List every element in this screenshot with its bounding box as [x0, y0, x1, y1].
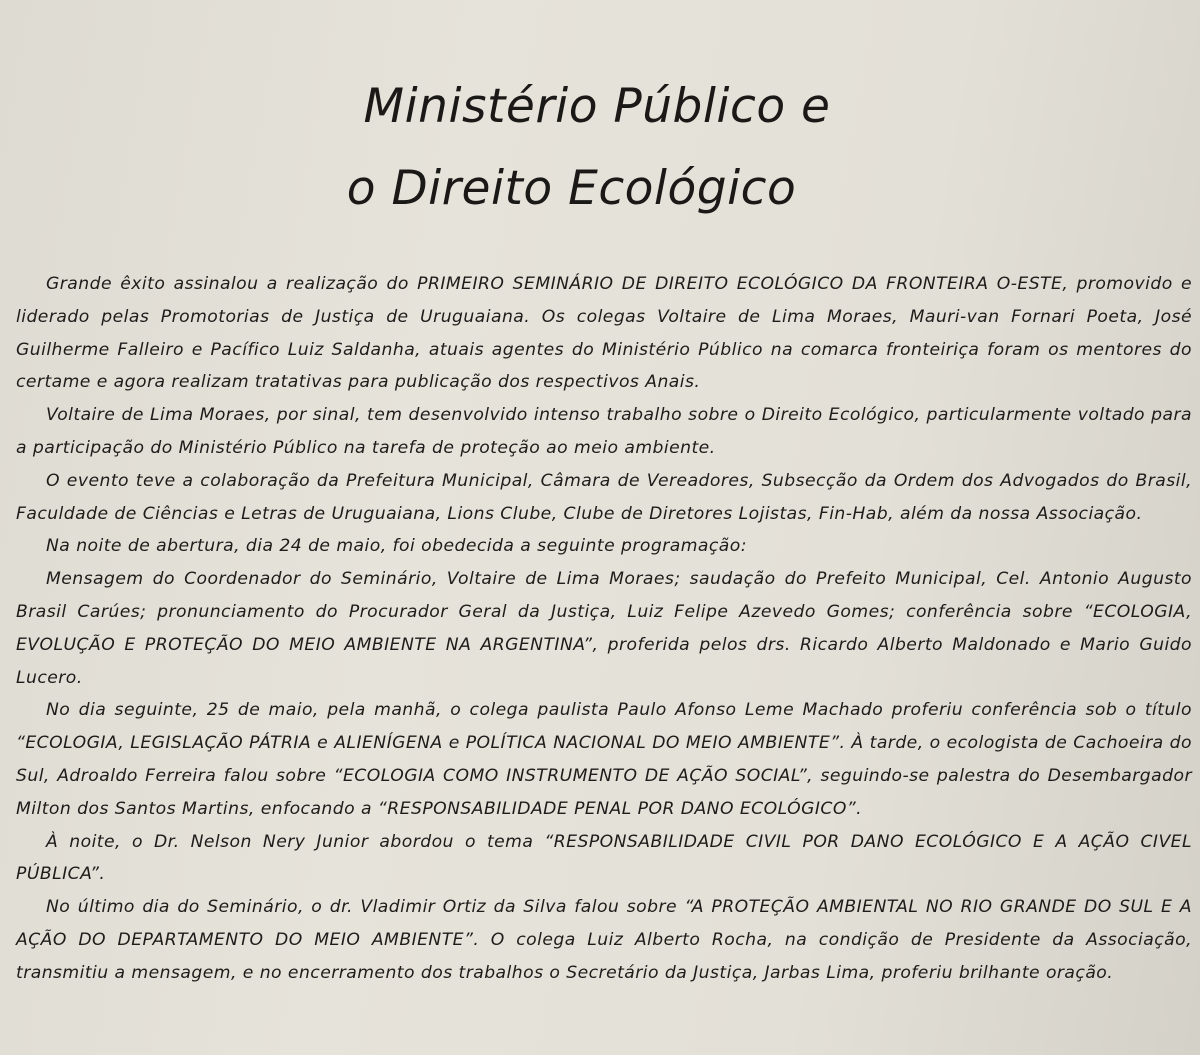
article-title [16, 0, 1192, 230]
paragraph-7: À noite, o Dr. Nelson Nery Junior abordou o tema “RESPONSABILIDADE CIVIL POR DANO ECOLÓGICO E A AÇÃO CIVEL PÚBLICA”. [16, 831, 1192, 885]
paragraph-1: Grande êxito assinalou a realização do PRIMEIRO SEMINÁRIO DE DIREITO ECOLÓGICO DA FRONTEIRA O-ESTE, promovido e liderado pelas Promotorias de Justiça de Uruguaiana. Os colegas Voltaire de Lima Moraes, Mauri-van Fornari Poeta, José Guilherme Falleiro e Pacífico Luiz Saldanha, atuais agentes do Ministério Público na comarca fronteiriça foram os mentores do certame e agora realizam tratativas para publicação dos respectivos Anais. [16, 274, 1192, 393]
paragraph-8: No último dia do Seminário, o dr. Vladimir Ortiz da Silva falou sobre “A PROTEÇÃO AMBIENTAL NO RIO GRANDE DO SUL E A AÇÃO DO DEPARTAMENTO DO MEIO AMBIENTE”. O colega Luiz Alberto Rocha, na condição de Presidente da Associação, transmitiu a mensagem, e no encerramento dos trabalhos o Secretário da Justiça, Jarbas Lima, proferiu brilhante oração. [16, 897, 1192, 983]
title-line-1: Ministério Público e [363, 79, 831, 134]
paragraph-3: O evento teve a colaboração da Prefeitura Municipal, Câmara de Vereadores, Subsecção da Ordem dos Advogados do Brasil, Faculdade de Ciências e Letras de Uruguaiana, Lions Clube, Clube de Diretores Lojistas, Fin-Hab, além da nossa Associação. [16, 470, 1192, 524]
paragraph-4: Na noite de abertura, dia 24 de maio, foi obedecida a seguinte programação: [46, 536, 747, 557]
paragraph-5: Mensagem do Coordenador do Seminário, Voltaire de Lima Moraes; saudação do Prefeito Municipal, Cel. Antonio Augusto Brasil Carúes; pronunciamento do Procurador Geral da Justiça, Luiz Felipe Azevedo Gomes; conferência sobre “ECOLOGIA, EVOLUÇÃO E PROTEÇÃO DO MEIO AMBIENTE NA ARGENTINA”, proferida pelos drs. Ricardo Alberto Maldonado e Mario Guido Lucero. [16, 569, 1192, 688]
article-body [16, 268, 1192, 990]
paragraph-2: Voltaire de Lima Moraes, por sinal, tem desenvolvido intenso trabalho sobre o Direito Ecológico, particularmente voltado para a participação do Ministério Público na tarefa de proteção ao meio ambiente. [16, 405, 1192, 458]
title-line-2: o Direito Ecológico [346, 161, 797, 216]
paragraph-6: No dia seguinte, 25 de maio, pela manhã, o colega paulista Paulo Afonso Leme Machado proferiu conferência sob o título “ECOLOGIA, LEGISLAÇÃO PÁTRIA e ALIENÍGENA e POLÍTICA NACIONAL DO MEIO AMBIENTE”. À tarde, o ecologista de Cachoeira do Sul, Adroaldo Ferreira falou sobre “ECOLOGIA COMO INSTRUMENTO DE AÇÃO SOCIAL”, seguindo-se palestra do Desembargador Milton dos Santos Martins, enfocando a “RESPONSABILIDADE PENAL POR DANO ECOLÓGICO”. [16, 700, 1192, 819]
